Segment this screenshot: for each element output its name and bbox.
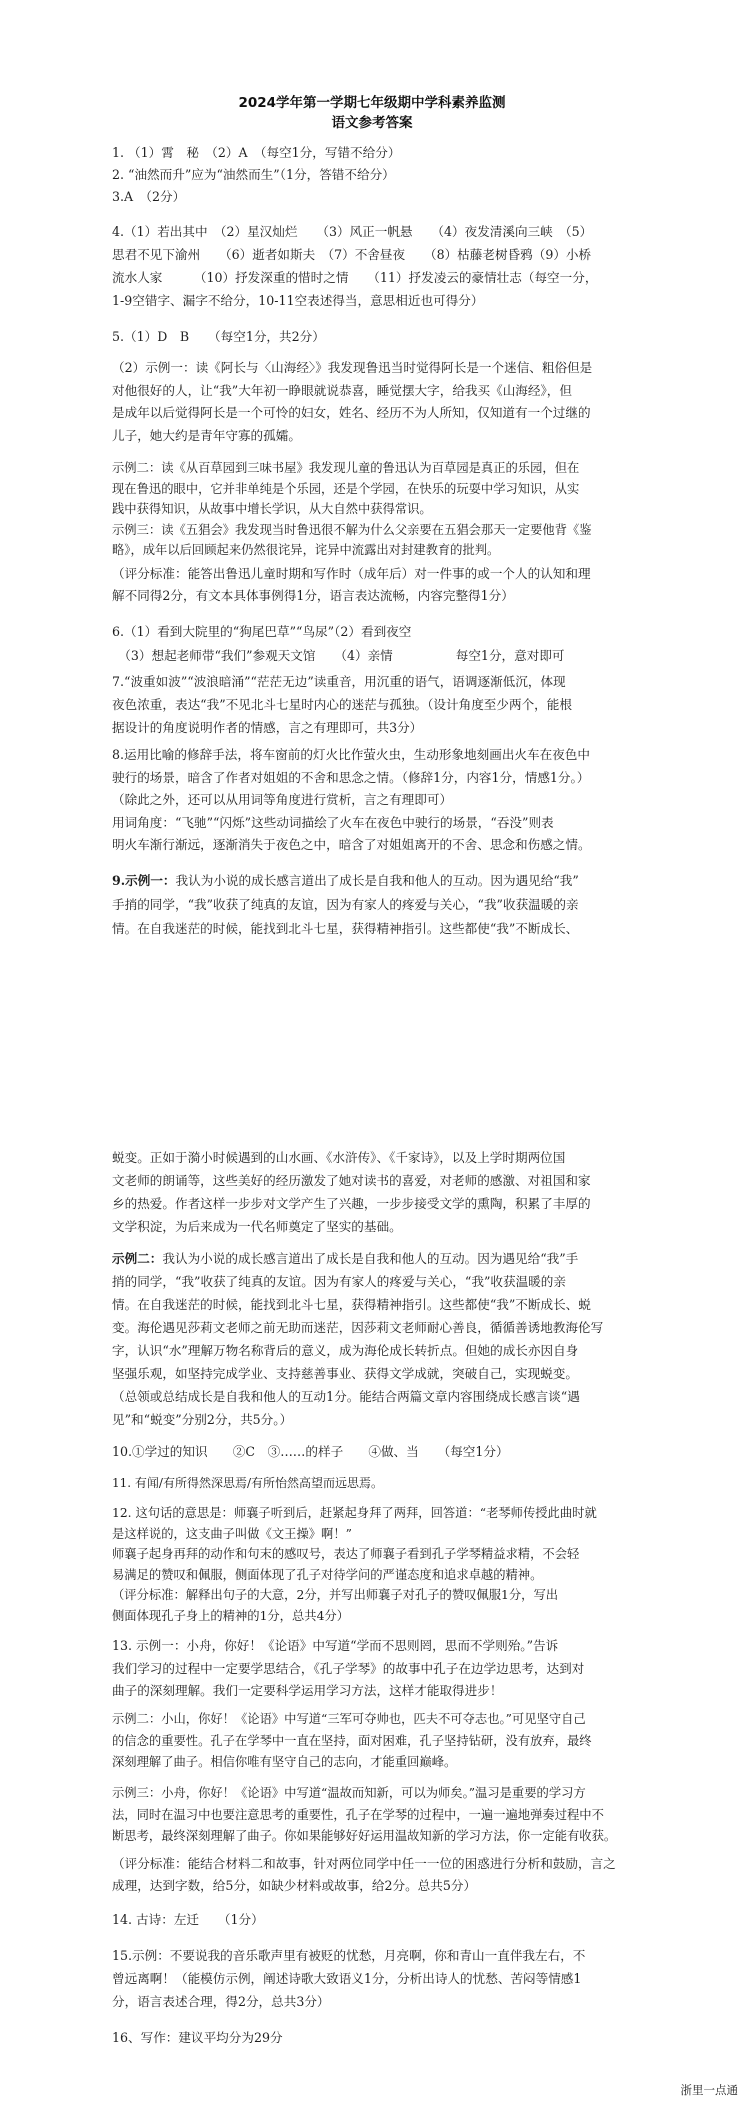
answers-q5-example1 [112, 357, 640, 447]
answers-q1-3 [112, 142, 640, 208]
answer-line: 断思考，最终深刻理解了曲子。你如果能够好好运用温故知新的学习方法，你一定能有收获。 [112, 1829, 617, 1843]
answer-line [112, 1247, 640, 1270]
answer-line: 流水人家 （10）抒发深重的惜时之情 （11）抒发凌云的豪情壮志（每空一分， [112, 270, 598, 285]
answer-line: 11. 有闻/有所得然深思焉/有所怡然高望而远思焉。 [112, 1476, 383, 1490]
answer-line: 示例三：读《五猖会》我发现当时鲁迅很不解为什么父亲要在五猖会那天一定要他背《鉴 [112, 522, 592, 537]
answer-line: 乡的热爱。作者这样一步步对文学产生了兴趣，一步步接受文学的熏陶，积累了丰厚的 [112, 1196, 591, 1211]
answer-line: 字，认识“水”理解万物名称背后的意义，成为海伦成长转折点。但她的成长亦因自身 [112, 1343, 579, 1358]
answer-line: 3.A （2分） [112, 189, 186, 204]
answer-line: 据设计的角度说明作者的情感，言之有理即可，共3分） [112, 720, 423, 735]
answer-line: 14. 古诗：左迁 （1分） [112, 1912, 264, 1927]
answers-q9-example2 [112, 1247, 640, 1431]
answer-line: 儿子，她大约是青年守寡的孤孀。 [112, 427, 301, 443]
answer-line: （3）想起老师带“我们”参观天文馆 （4）亲情 每空1分，意对即可 [112, 648, 565, 663]
answer-line: 文老师的朗诵等，这些美好的经历激发了她对读书的喜爱，对老师的感激、对祖国和家 [112, 1173, 591, 1188]
answer-line: （2）示例一：读《阿长与〈山海经〉》我发现鲁迅当时觉得阿长是一个迷信、粗俗但是 [112, 360, 593, 375]
answers-q11 [112, 1472, 640, 1494]
answers-q14 [112, 1909, 640, 1931]
answer-line: 是这样说的，这支曲子叫做《文王操》啊！” [112, 1526, 352, 1541]
answer-line: 13. 示例一：小舟，你好！《论语》中写道“学而不思则罔，思而不学则殆。”告诉 [112, 1638, 559, 1653]
answer-line: 16、写作：建议平均分为29分 [112, 2030, 283, 2045]
page-title: 2024学年第一学期七年级期中学科素养监测 [238, 95, 506, 111]
answers-q15 [112, 1944, 640, 2013]
answer-line: 15.示例：不要说我的音乐歌声里有被贬的忧愁，月亮啊，你和青山一直伴我左右，不 [112, 1948, 586, 1963]
answers-q13-example1 [112, 1635, 640, 1703]
watermark: 浙里一点通 [680, 2083, 738, 2097]
answer-line: 分，语言表述合理，得2分，总共3分） [112, 1994, 330, 2009]
answer-line: 示例二：读《从百草园到三味书屋》我发现儿童的鲁迅认为百草园是真正的乐园，但在 [112, 461, 580, 475]
example-label: 示例二： [112, 1251, 163, 1266]
answers-q13-scoring [112, 1853, 640, 1897]
answers-q5-scoring [112, 563, 640, 607]
answers-q5 [112, 326, 640, 348]
answer-line: 现在鲁迅的眼中，它并非单纯是个乐园，还是个学园，在快乐的玩耍中学习知识，从实 [112, 481, 580, 496]
answer-line: 5.（1）D B （每空1分，共2分） [112, 329, 325, 344]
answers-q5-example2 [112, 458, 640, 561]
answer-line: 情。在自我迷茫的时候，能找到北斗七星，获得精神指引。这些都使“我”不断成长、蜕 [112, 1297, 591, 1312]
answer-line: 明火车渐行渐远，逐渐消失于夜色之中，暗含了对姐姐离开的不舍、思念和伤感之情。 [112, 837, 591, 852]
answer-text: 我认为小说的成长感言道出了成长是自我和他人的互动。因为遇见给“我” [175, 873, 579, 888]
answer-line: 对他很好的人，让“我”大年初一睁眼就说恭喜，睡觉摆大字，给我买《山海经》，但 [112, 382, 572, 398]
answer-line: 深刻理解了曲子。相信你唯有坚守自己的志向，才能重回巅峰。 [112, 1755, 457, 1769]
answer-line: 12. 这句话的意思是：师襄子听到后，赶紧起身拜了两拜，回答道：“老琴师传授此曲时就 [112, 1506, 597, 1520]
answer-line: 手捎的同学，“我”收获了纯真的友谊，因为有家人的疼爱与关心，“我”收获温暖的亲 [112, 897, 579, 912]
answer-line: 示例二：小山，你好！《论语》中写道“三军可夺帅也，匹夫不可夺志也。”可见坚守自己 [112, 1712, 586, 1726]
answer-line: 略》，成年以后回顾起来仍然很诧异，诧异中流露出对封建教育的批判。 [112, 543, 500, 557]
answer-line: 驶行的场景，暗含了作者对姐姐的不舍和思念之情。（修辞1分，内容1分，情感1分。） [112, 769, 590, 785]
answers-q4 [112, 220, 640, 312]
answer-line: 10.①学过的知识 ②C ③……的样子 ④做、当 （每空1分） [112, 1444, 509, 1459]
answers-q8 [112, 744, 640, 857]
answers-q6 [112, 620, 640, 668]
answers-q10 [112, 1441, 640, 1463]
answer-line: 文学积淀，为后来成为一代名师奠定了坚实的基础。 [112, 1219, 402, 1234]
answer-line: 示例三：小舟，你好！《论语》中写道“温故而知新，可以为师矣。”温习是重要的学习方 [112, 1786, 586, 1800]
answer-line: 见”和“蜕变”分别2分，共5分。） [112, 1412, 293, 1427]
answer-line: 践中获得知识，从故事中增长学识，从大自然中获得常识。 [112, 502, 432, 516]
answer-line: 情。在自我迷茫的时候，能找到北斗七星，获得精神指引。这些都使“我”不断成长、 [112, 921, 579, 936]
answer-line: 坚强乐观，如坚持完成学业、支持慈善事业、获得文学成就，突破自己，实现蜕变。 [112, 1366, 578, 1381]
answer-line: 是成年以后觉得阿长是一个可怜的妇女，姓名、经历不为人所知，仅知道有一个过继的 [112, 405, 591, 420]
answer-line: 夜色浓重，表达“我”不见北斗七星时内心的迷茫与孤独。（设计角度至少两个，能根 [112, 697, 572, 712]
answer-line: 思君不见下渝州 （6）逝者如斯夫 （7）不舍昼夜 （8）枯藤老树昏鸦（9）小桥 [112, 247, 592, 262]
answer-line: 侧面体现孔子身上的精神的1分，总共4分） [112, 1608, 349, 1623]
answer-line: 1. （1）霄 秘 （2）A （每空1分，写错不给分） [112, 145, 401, 160]
answer-line: 曾远离啊！（能模仿示例，阐述诗歌大致语义1分，分析出诗人的忧愁、苦闷等情感1 [112, 1971, 582, 1986]
answer-line: （除此之外，还可以从用词等角度进行赏析，言之有理即可） [112, 792, 453, 807]
answer-line: （评分标准：能结合材料二和故事，针对两位同学中任一一位的困惑进行分析和鼓励，言之 [112, 1856, 616, 1871]
answers-q16 [112, 2027, 640, 2049]
answers-q9-example1-cont [112, 1146, 640, 1238]
answer-line: 用词角度：“飞驰”“闪烁”这些动词描绘了火车在夜色中驶行的场景，“吞没”则表 [112, 814, 554, 830]
answer-line: 捎的同学，“我”收获了纯真的友谊。因为有家人的疼爱与关心，“我”收获温暖的亲 [112, 1274, 566, 1289]
answer-line: 1-9空错字、漏字不给分，10-11空表述得当，意思相近也可得分） [112, 293, 484, 308]
answers-q7 [112, 670, 640, 739]
answers-q12 [112, 1503, 640, 1626]
answer-line: 蜕变。正如于漪小时候遇到的山水画、《水浒传》、《千家诗》，以及上学时期两位国 [112, 1150, 566, 1165]
answer-line: 的信念的重要性。孔子在学琴中一直在坚持，面对困难，孔子坚持钻研，没有放弃，最终 [112, 1733, 592, 1748]
answer-line: （评分标准：解释出句子的大意，2分，并写出师襄子对孔子的赞叹佩服1分，写出 [112, 1588, 559, 1602]
answer-line: 成理，达到字数，给5分，如缺少材料或故事，给2分。总共5分） [112, 1878, 477, 1893]
answer-line: 曲子的深刻理解。我们一定要科学运用学习方法，这样才能取得进步！ [112, 1683, 503, 1698]
answer-line: 解不同得2分，有文本具体事例得1分，语言表达流畅，内容完整得1分） [112, 588, 514, 603]
answer-line: （总领或总结成长是自我和他人的互动1分。能结合两篇文章内容围绕成长感言谈“遇 [112, 1389, 580, 1404]
page-subtitle: 语文参考答案 [331, 115, 413, 131]
answer-line: 2. “油然而升”应为“油然而生”（1分，答错不给分） [112, 167, 395, 182]
answer-line: 变。海伦遇见莎莉文老师之前无助而迷茫，因莎莉文老师耐心善良，循循善诱地教海伦写 [112, 1320, 604, 1335]
answer-line: 7.“波重如波”“波浪暗涌”“茫茫无边”读重音，用沉重的语气，语调逐渐低沉，体现 [112, 674, 566, 689]
answers-q13-example3 [112, 1783, 640, 1848]
answer-line: 师襄子起身再拜的动作和句末的感叹号，表达了师襄子看到孔子学琴精益求精，不会轻 [112, 1547, 580, 1561]
answer-line: 4.（1）若出其中 （2）星汉灿烂 （3）风正一帆悬 （4）夜发清溪向三峡 （5） [112, 224, 593, 239]
answer-line: 易满足的赞叹和佩服，侧面体现了孔子对待学问的严谨态度和追求卓越的精神。 [112, 1567, 543, 1582]
answer-line: （评分标准：能答出鲁迅儿童时期和写作时（成年后）对一件事的或一个人的认知和理 [112, 566, 591, 581]
example-label: 9.示例一： [112, 873, 176, 888]
answers-q9-example1 [112, 869, 640, 941]
answer-line: 6.（1）看到大院里的“狗尾巴草”“鸟尿”（2）看到夜空 [112, 624, 412, 639]
answers-q13-example2 [112, 1709, 640, 1774]
answer-line: 我们学习的过程中一定要学思结合，《孔子学琴》的故事中孔子在边学边思考，达到对 [112, 1660, 585, 1676]
answer-text: 我认为小说的成长感言道出了成长是自我和他人的互动。因为遇见给“我”手 [162, 1251, 579, 1266]
answer-line: 8.运用比喻的修辞手法，将车窗前的灯火比作萤火虫，生动形象地刻画出火车在夜色中 [112, 747, 590, 762]
answer-line [112, 869, 640, 893]
answer-line: 法，同时在温习中也要注意思考的重要性，孔子在学琴的过程中，一遍一遍地弹奏过程中不 [112, 1807, 604, 1822]
